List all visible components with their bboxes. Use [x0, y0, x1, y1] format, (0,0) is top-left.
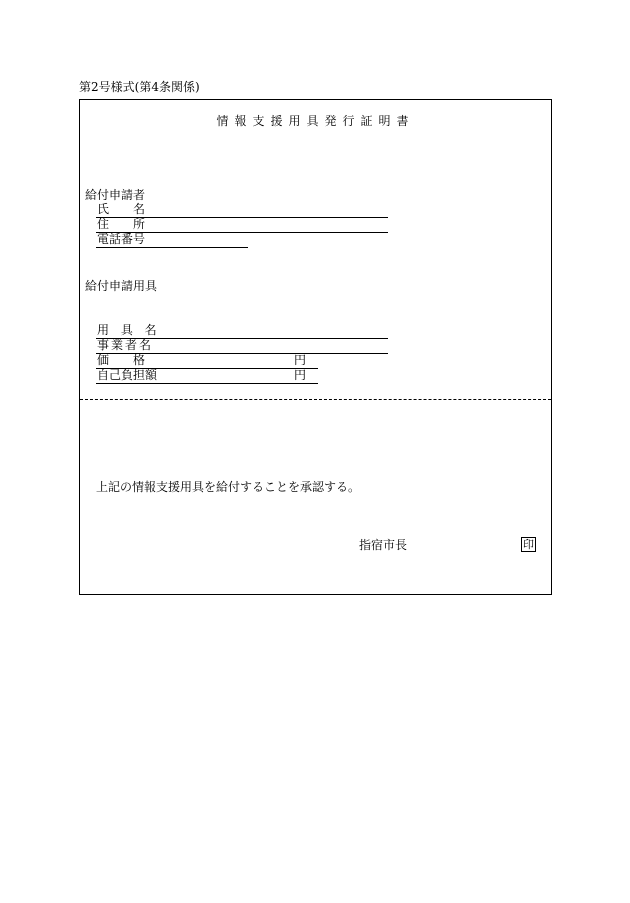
price-field[interactable] — [96, 353, 318, 369]
certificate-title: 情報支援用具発行証明書 — [216, 114, 415, 128]
self-pay-label: 自己負担額 — [97, 368, 158, 382]
equipment-name-label: 用 具 名 — [97, 323, 161, 337]
applicant-section-heading: 給付申請者 — [85, 188, 146, 202]
applicant-address-label: 住 所 — [97, 217, 146, 231]
vendor-name-label: 事業者名 — [97, 338, 154, 352]
self-pay-field[interactable] — [96, 368, 318, 384]
price-label: 価 格 — [97, 353, 146, 367]
vendor-name-field[interactable] — [96, 338, 388, 354]
applicant-address-field[interactable] — [96, 217, 388, 233]
applicant-name-field[interactable] — [96, 202, 388, 218]
applicant-phone-field[interactable] — [96, 232, 248, 248]
price-unit: 円 — [293, 353, 306, 367]
approval-statement: 上記の情報支援用具を給付することを承認する。 — [96, 480, 361, 494]
mayor-label: 指宿市長 — [359, 538, 408, 552]
equipment-name-field[interactable] — [96, 323, 388, 339]
form-number-label: 第2号様式(第4条関係) — [79, 80, 200, 94]
equipment-section-heading: 給付申請用具 — [85, 279, 158, 293]
seal-stamp-mark: 印 — [523, 538, 534, 551]
applicant-name-label: 氏 名 — [97, 202, 146, 216]
certificate-form — [79, 99, 552, 595]
self-pay-unit: 円 — [293, 368, 306, 382]
applicant-phone-label: 電話番号 — [97, 232, 146, 246]
dashed-divider — [80, 399, 551, 400]
